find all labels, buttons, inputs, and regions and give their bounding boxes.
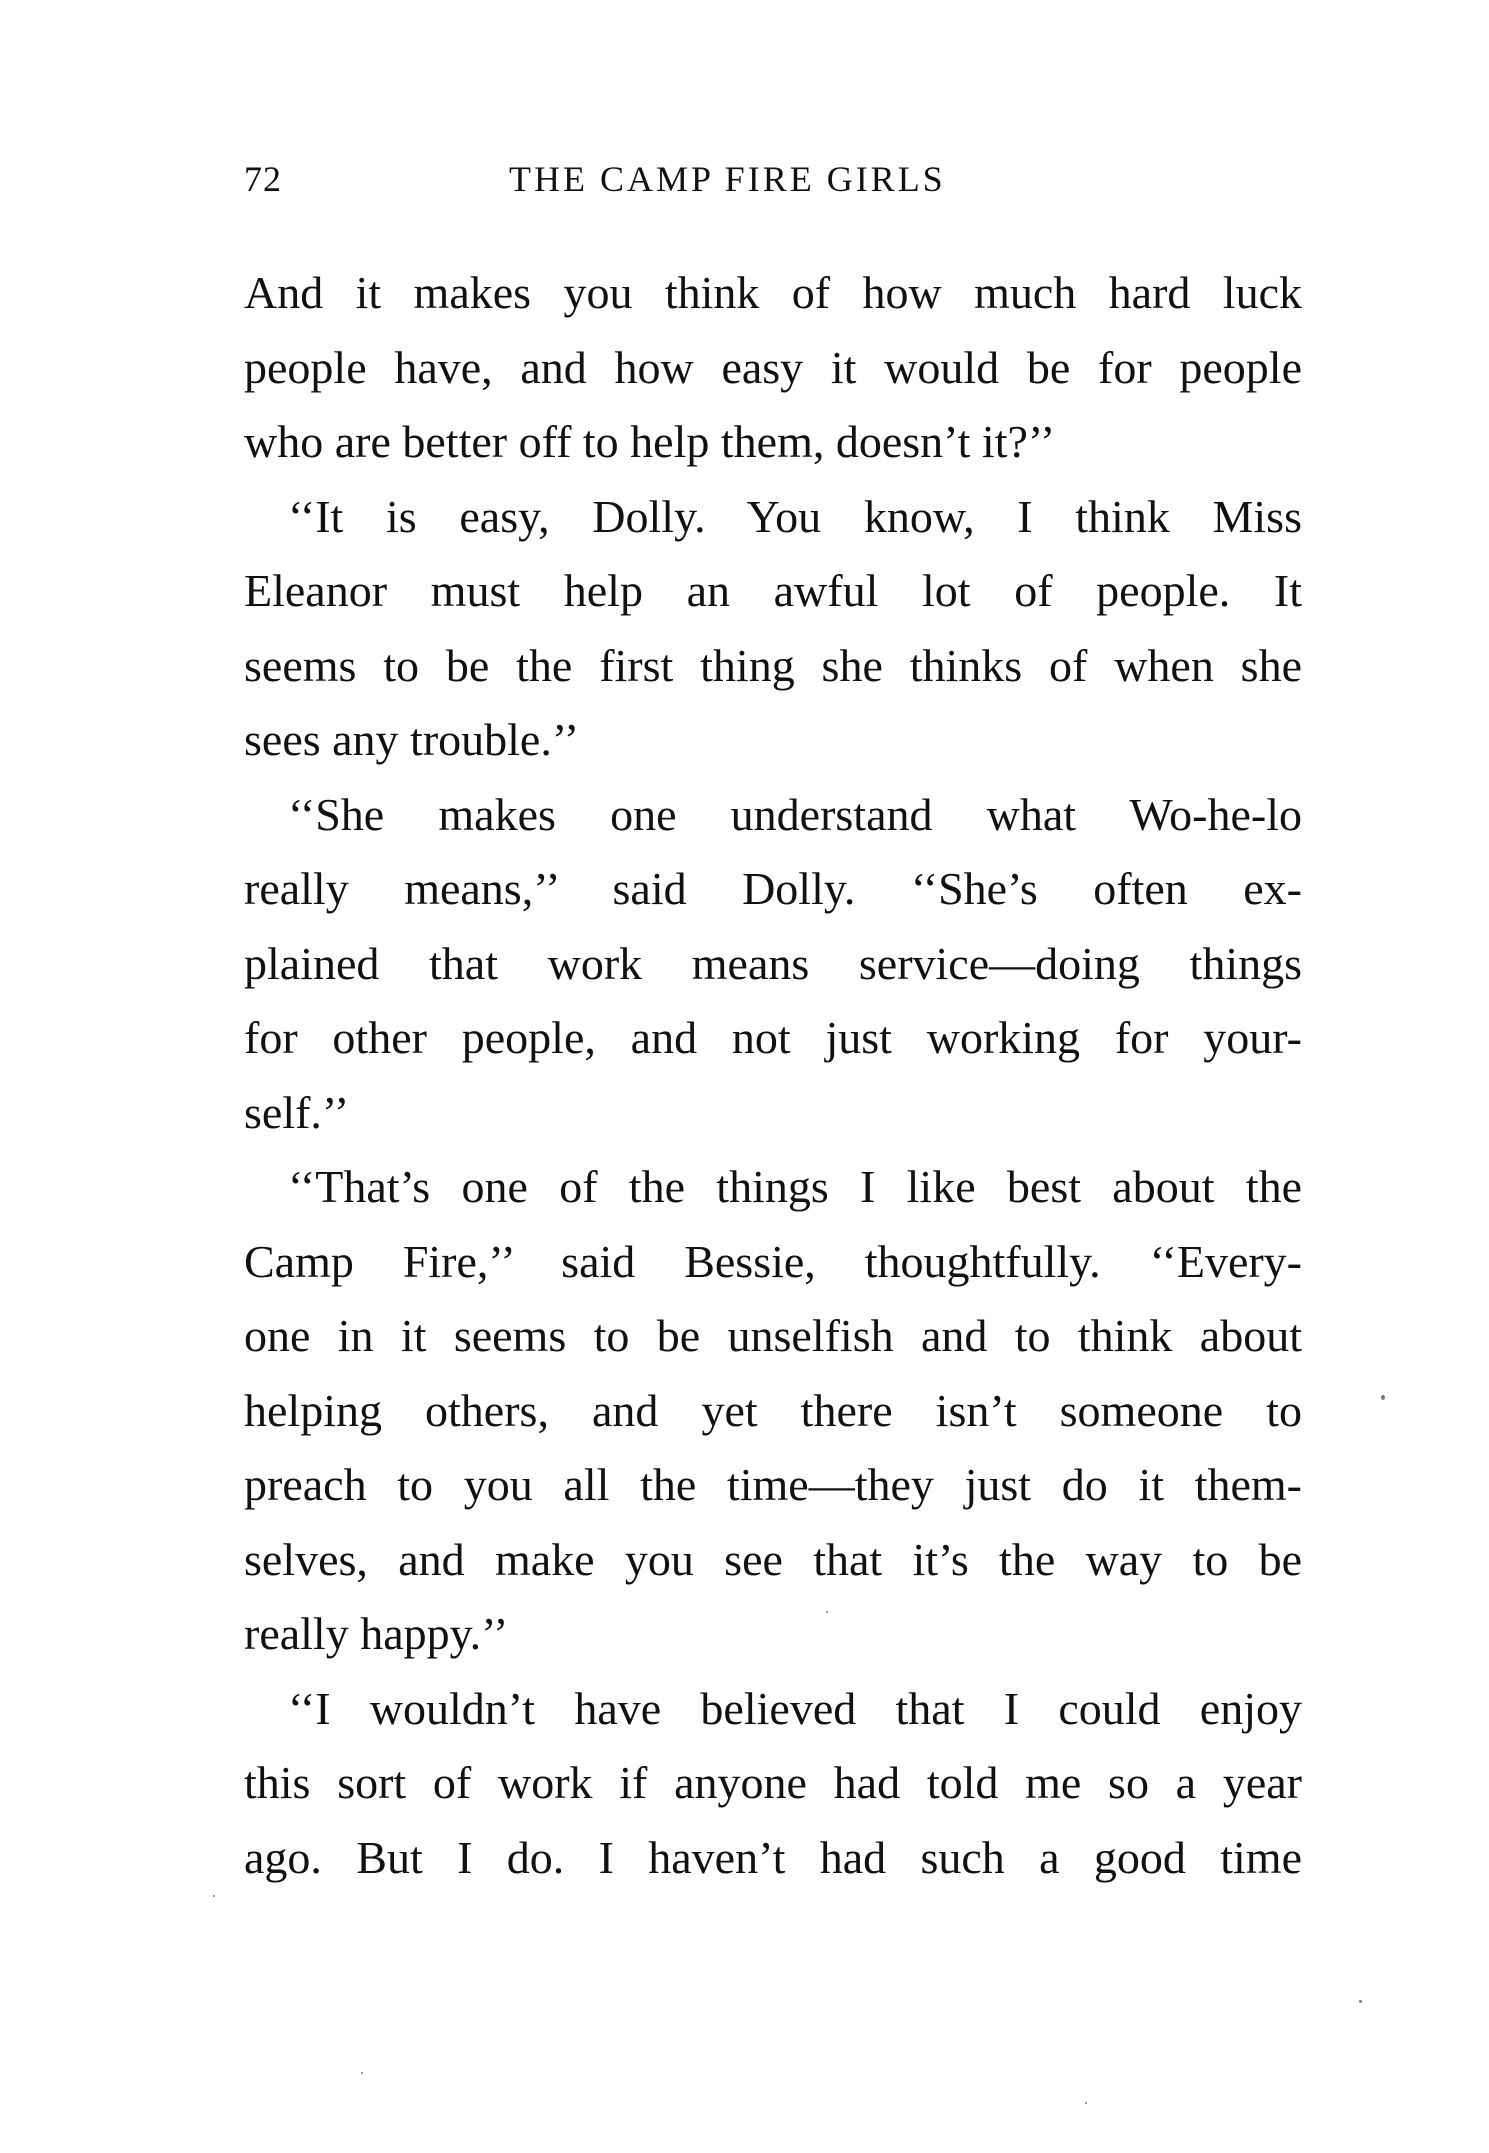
book-title: THE CAMP FIRE GIRLS — [509, 159, 946, 199]
text-line: ‘‘It is easy, Dolly. You know, I think Miss — [288, 490, 1302, 542]
text-line: self.’’ — [244, 1086, 350, 1138]
text-line: one in it seems to be unselfish and to think about — [244, 1310, 1302, 1361]
text-line: for other people, and not just working for your- — [244, 1012, 1302, 1063]
paper-speck — [213, 1895, 215, 1897]
text-line: helping others, and yet there isn’t someone to — [244, 1384, 1302, 1436]
text-line: really happy.’’ — [244, 1608, 509, 1659]
text-line: Eleanor must help an awful lot of people. It — [244, 565, 1302, 616]
text-line: ago. But I do. I haven’t had such a good time — [244, 1831, 1302, 1883]
text-line: really means,’’ said Dolly. ‘‘She’s often ex- — [244, 863, 1302, 914]
text-line: ‘‘I wouldn’t have believed that I could enjoy — [288, 1682, 1302, 1734]
text-line: Camp Fire,’’ said Bessie, thoughtfully. ‘‘Every- — [244, 1235, 1302, 1287]
text-line: ‘‘That’s one of the things I like best about the — [288, 1161, 1302, 1212]
text-line: people have, and how easy it would be for people — [244, 341, 1302, 393]
text-line: plained that work means service—doing things — [244, 937, 1302, 989]
text-line: ‘‘She makes one understand what Wo-he-lo — [288, 788, 1302, 840]
text-line: And it makes you think of how much hard luck — [244, 267, 1302, 318]
paper-speck — [361, 2072, 363, 2074]
paper-speck — [1085, 2102, 1087, 2104]
text-line: who are better off to help them, doesn’t it?’’ — [244, 416, 1056, 467]
text-line: sees any trouble.’’ — [244, 714, 580, 765]
page-number: 72 — [244, 159, 282, 199]
paper-speck — [1359, 2000, 1362, 2003]
text-line: selves, and make you see that it’s the way to be — [244, 1533, 1302, 1585]
running-head — [244, 158, 1294, 208]
paper-speck — [826, 1611, 828, 1613]
text-line: preach to you all the time—they just do it them- — [244, 1459, 1302, 1510]
text-line: seems to be the first thing she thinks of when she — [244, 639, 1302, 691]
body-text — [244, 256, 1302, 1895]
paper-speck — [1381, 1395, 1385, 1400]
text-line: this sort of work if anyone had told me so a year — [244, 1757, 1302, 1808]
